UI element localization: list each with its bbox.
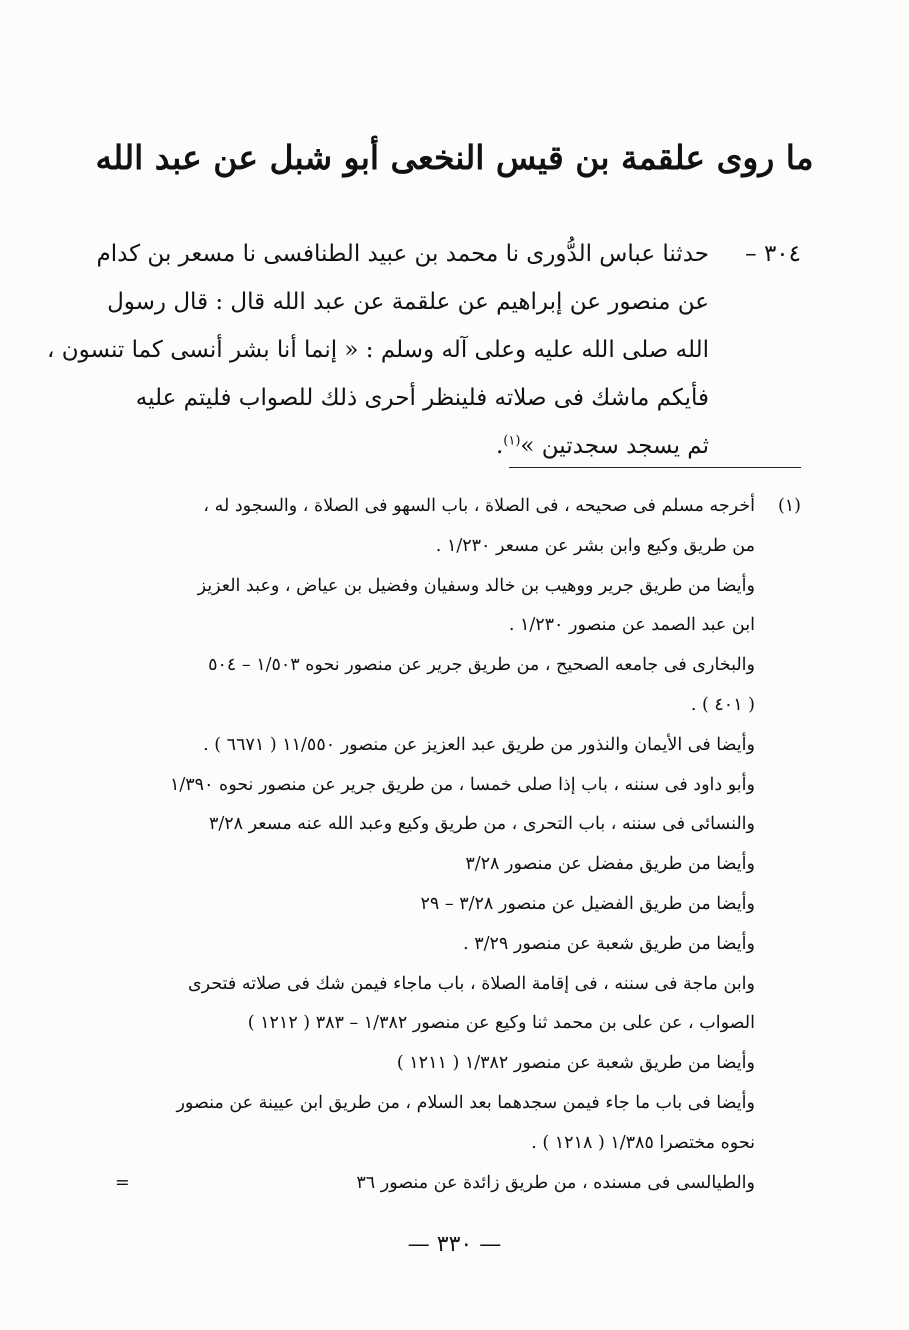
footnote-line: نحوه مختصرا ١/٣٨٥ ( ١٢١٨ ) . (531, 1132, 755, 1153)
hadith-line: ٣٠٤ –حدثنا عباس الدُّورى نا محمد بن عبيد الطنافسى نا مسعر بن كدام (111, 230, 801, 278)
continuation-mark: = (115, 1172, 130, 1193)
footnote-line: والطيالسى فى مسنده ، من طريق زائدة عن منصور ٣٦ = (111, 1164, 801, 1204)
hadith-line: فأيكم ماشك فى صلاته فلينظر أحرى ذلك للصواب فليتم عليه (135, 385, 709, 411)
footnote-line: من طريق وكيع وابن بشر عن مسعر ١/٢٣٠ . (435, 535, 755, 556)
footnote-line: الصواب ، عن على بن محمد ثنا وكيع عن منصور ١/٣٨٢ – ٣٨٣ ( ١٢١٢ ) (247, 1013, 755, 1034)
hadith-line: ثم يسجد سجدتين »$^{(١)}$. (495, 433, 709, 459)
footnote-line: وأيضا من طريق جرير ووهيب بن خالد وسفيان وفضيل بن عياض ، وعبد العزيز (197, 575, 755, 596)
chapter-title: ما روى علقمة بن قيس النخعى أبو شبل عن عبد الله (95, 138, 814, 177)
footnote-line: وأبو داود فى سننه ، باب إذا صلى خمسا ، من طريق جرير عن منصور نحوه ١/٣٩٠ (169, 774, 755, 795)
hadith-line: عن منصور عن إبراهيم عن علقمة عن عبد الله قال : قال رسول (107, 289, 709, 315)
footnote-line: والبخارى فى جامعه الصحيح ، من طريق جرير عن منصور نحوه ١/٥٠٣ – ٥٠٤ (208, 655, 755, 676)
footnote-line: والنسائى فى سننه ، باب التحرى ، من طريق وكيع وعبد الله عنه مسعر ٣/٢٨ (208, 814, 755, 835)
footnote-line: وأيضا من طريق شعبة عن منصور ٣/٢٩ . (463, 933, 755, 954)
footnote-line: ( ٤٠١ ) . (690, 694, 755, 715)
hadith-text (46, 230, 801, 470)
footnote-line: ابن عبد الصمد عن منصور ١/٢٣٠ . (508, 615, 755, 636)
footnotes (111, 487, 801, 1203)
footnote-line: وابن ماجة فى سننه ، فى إقامة الصلاة ، باب ماجاء فيمن شك فى صلاته فتحرى (187, 973, 755, 994)
hadith-line: الله صلى الله عليه وعلى آله وسلم : « إنما أنا بشر أنسى كما تنسون ، (46, 337, 709, 363)
footnote-line: (١) أخرجه مسلم فى صحيحه ، فى الصلاة ، باب السهو فى الصلاة ، والسجود له ، (111, 487, 801, 527)
footnote-separator (509, 467, 801, 468)
footnote-line: وأيضا فى الأيمان والنذور من طريق عبد العزيز عن منصور ١١/٥٥٠ ( ٦٦٧١ ) . (203, 734, 755, 755)
footnote-line: وأيضا فى باب ما جاء فيمن سجدهما بعد السلام ، من طريق ابن عيينة عن منصور (176, 1092, 755, 1113)
footnote-marker: (١) (777, 496, 801, 516)
footnote-line: وأيضا من طريق شعبة عن منصور ١/٣٨٢ ( ١٢١١ ) (396, 1053, 755, 1074)
hadith-number: ٣٠٤ – (745, 241, 801, 267)
footnote-reference: (١) (503, 433, 521, 449)
footnote-line: وأيضا من طريق مفضل عن منصور ٣/٢٨ (465, 854, 755, 875)
footnote-line: وأيضا من طريق الفضيل عن منصور ٣/٢٨ – ٢٩ (420, 893, 755, 914)
page-number: — ٣٣٠ — (407, 1232, 502, 1257)
